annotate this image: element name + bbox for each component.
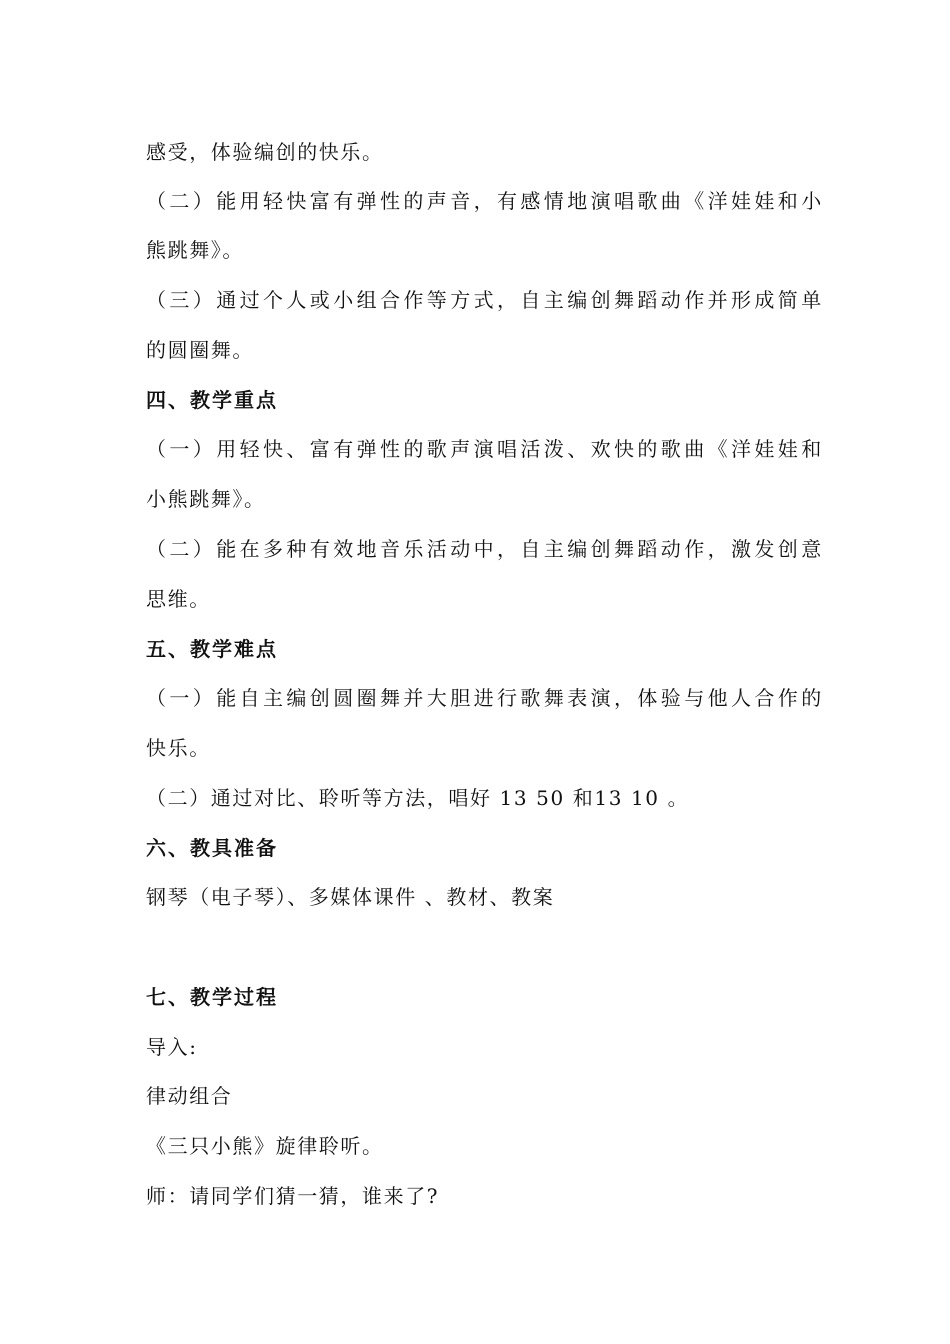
difficulty-2-line: （二）通过对比、聆听等方法，唱好 13 50 和13 10 。 bbox=[146, 786, 690, 810]
paragraph-line: 感受，体验编创的快乐。 bbox=[146, 140, 384, 164]
objective-3-line-2: 的圆圈舞。 bbox=[146, 338, 254, 362]
process-melody-listening: 《三只小熊》旋律聆听。 bbox=[146, 1134, 384, 1158]
difficulty-1-line-2: 快乐。 bbox=[146, 736, 211, 760]
process-teacher-question: 师：请同学们猜一猜，谁来了? bbox=[146, 1184, 440, 1208]
heading-teaching-aids: 六、教具准备 bbox=[146, 836, 278, 860]
process-intro-label: 导入: bbox=[146, 1035, 198, 1059]
objective-2-line-1: （二）能用轻快富有弹性的声音，有感情地演唱歌曲《洋娃娃和小 bbox=[146, 189, 825, 213]
focus-2-line-2: 思维。 bbox=[146, 587, 211, 611]
focus-1-line-1: （一）用轻快、富有弹性的歌声演唱活泼、欢快的歌曲《洋娃娃和 bbox=[146, 437, 825, 461]
objective-2-line-2: 熊跳舞》。 bbox=[146, 238, 244, 262]
process-rhythm-combination: 律动组合 bbox=[146, 1084, 233, 1108]
difficulty-1-line-1: （一）能自主编创圆圈舞并大胆进行歌舞表演，体验与他人合作的 bbox=[146, 686, 825, 710]
objective-3-line-1: （三）通过个人或小组合作等方式，自主编创舞蹈动作并形成简单 bbox=[146, 288, 825, 312]
teaching-aids-line: 钢琴（电子琴）、多媒体课件 、教材、教案 bbox=[146, 885, 555, 909]
focus-2-line-1: （二）能在多种有效地音乐活动中，自主编创舞蹈动作，激发创意 bbox=[146, 537, 825, 561]
heading-teaching-focus: 四、教学重点 bbox=[146, 388, 278, 412]
focus-1-line-2: 小熊跳舞》。 bbox=[146, 487, 266, 511]
heading-teaching-process: 七、教学过程 bbox=[146, 985, 278, 1009]
heading-teaching-difficulty: 五、教学难点 bbox=[146, 637, 278, 661]
